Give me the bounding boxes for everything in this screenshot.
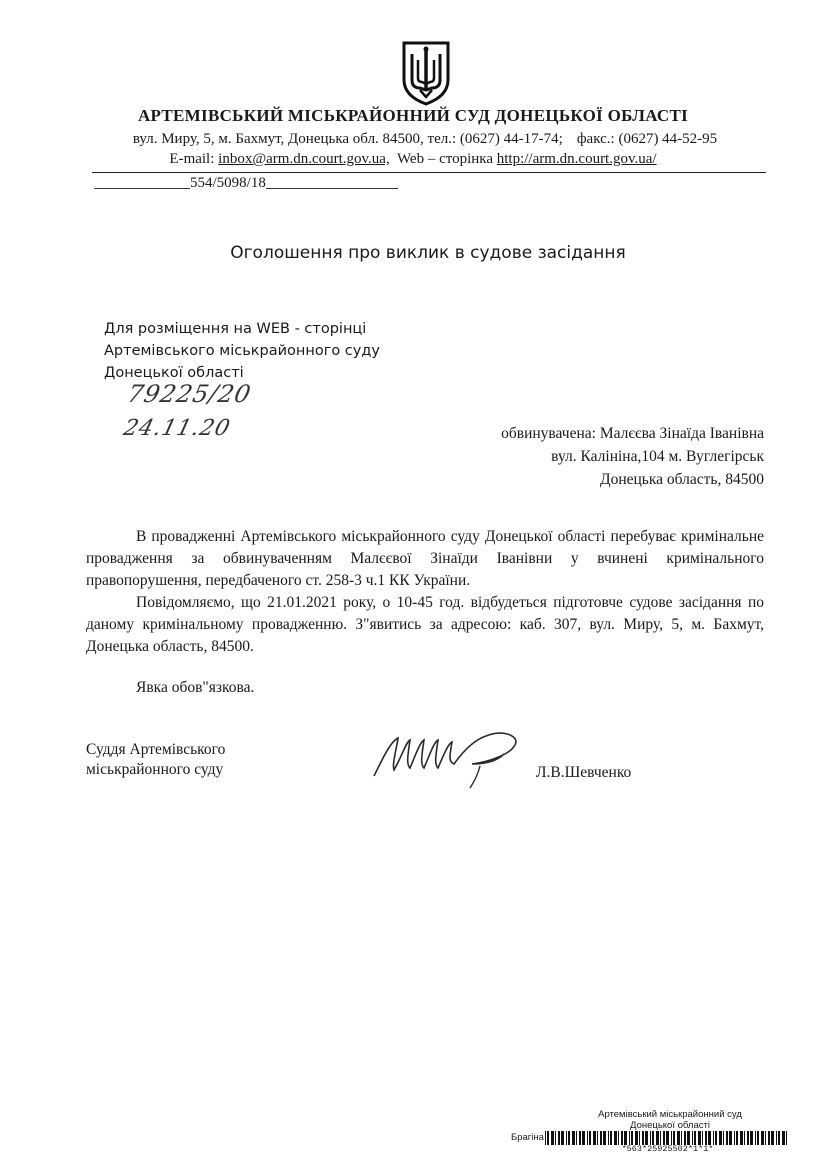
recipient-block [501, 422, 764, 491]
barcode-bar [723, 1131, 724, 1145]
web-note-line1: Для розміщення на WEB - сторінці [104, 321, 367, 337]
barcode-bar [566, 1131, 567, 1145]
barcode-bar [736, 1131, 738, 1145]
barcode-bar [635, 1131, 638, 1145]
barcode-bar [576, 1131, 577, 1145]
barcode-bar [545, 1131, 546, 1145]
barcode-bar [579, 1131, 581, 1145]
attendance-note: Явка обов"язкова. [136, 679, 255, 696]
barcode-bar [729, 1131, 732, 1145]
barcode-bar [747, 1131, 749, 1145]
barcode-bar [629, 1131, 630, 1145]
barcode-bar [621, 1131, 623, 1145]
court-name: АРТЕМІВСЬКИЙ МІСЬКРАЙОННИЙ СУД ДОНЕЦЬКОЇ ОБЛАСТІ [137, 106, 689, 125]
barcode-bar [645, 1131, 648, 1145]
barcode-bar [750, 1131, 753, 1145]
web-label: Web – сторінка [396, 151, 493, 167]
handwritten-incoming-number: 79225/20 [125, 380, 254, 408]
stamp-court-line2: Донецької області [630, 1120, 710, 1131]
barcode-bar [687, 1131, 690, 1145]
notice-body [86, 526, 764, 658]
email-link[interactable]: inbox@arm.dn.court.gov.ua, [218, 151, 390, 167]
judge-name: Л.В.Шевченко [536, 764, 632, 781]
barcode-bar [639, 1131, 640, 1145]
header-divider [92, 172, 766, 173]
barcode-bar [755, 1131, 756, 1145]
barcode-bar [681, 1131, 682, 1145]
barcode-bar [719, 1131, 722, 1145]
recipient-name: обвинувачена: Малєєва Зінаїда Іванівна [501, 425, 764, 442]
recipient-region: Донецька область, 84500 [600, 471, 764, 488]
barcode-bar [642, 1131, 644, 1145]
barcode-bar [656, 1131, 659, 1145]
barcode-text: *563*25925502*1*1* [621, 1144, 714, 1154]
barcode-bar [631, 1131, 633, 1145]
barcode-bar [740, 1131, 743, 1145]
barcode-bar [582, 1131, 585, 1145]
barcode-bar [684, 1131, 686, 1145]
web-posting-note [104, 318, 380, 384]
barcode-bar [702, 1131, 703, 1145]
handwritten-signature [368, 720, 568, 800]
barcode-bar [614, 1131, 617, 1145]
footer-stamp [590, 1109, 750, 1131]
barcode-bar [547, 1131, 549, 1145]
barcode-bar [768, 1131, 770, 1145]
barcode-bar [778, 1131, 780, 1145]
barcode-bar [694, 1131, 696, 1145]
body-paragraph: Повідомляємо, що 21.01.2021 року, о 10-45 год. відбудеться підготовче судове засідання по даному кримінальному провадженню. З"явитись за адресою: каб. 307, вул. Миру, 5, м. Бахмут, Донецька область, 84500. [86, 594, 764, 655]
barcode-bar [660, 1131, 661, 1145]
barcode-bar [666, 1131, 669, 1145]
stamp-user: Брагіна [511, 1132, 544, 1143]
barcode-bar [771, 1131, 774, 1145]
barcode-bar [786, 1131, 787, 1145]
barcode-bar [698, 1131, 701, 1145]
judge-title-line2: міськрайонного суду [86, 761, 224, 778]
barcode-bar [551, 1131, 554, 1145]
case-number: 554/5098/18 [190, 175, 266, 191]
barcode [545, 1131, 790, 1145]
barcode-bar [600, 1131, 602, 1145]
barcode-bar [587, 1131, 588, 1145]
web-note-line2: Артемівського міськрайонного суду [104, 343, 380, 359]
barcode-bar [572, 1131, 575, 1145]
barcode-bar [713, 1131, 714, 1145]
barcode-bar [708, 1131, 711, 1145]
barcode-bar [608, 1131, 609, 1145]
barcode-bar [776, 1131, 777, 1145]
barcode-bar [744, 1131, 745, 1145]
handwritten-date: 24.11.20 [120, 416, 234, 441]
web-note-line3: Донецької області [104, 365, 244, 381]
barcode-bar [715, 1131, 717, 1145]
barcode-bar [603, 1131, 606, 1145]
barcode-bar [765, 1131, 766, 1145]
judge-title [86, 740, 225, 780]
barcode-bar [677, 1131, 680, 1145]
address-phone: вул. Миру, 5, м. Бахмут, Донецька обл. 84500, тел.: (0627) 44-17-74; [132, 131, 563, 147]
court-address [0, 131, 826, 148]
barcode-bar [726, 1131, 728, 1145]
barcode-bar [761, 1131, 764, 1145]
barcode-bar [692, 1131, 693, 1145]
address-fax: факс.: (0627) 44-52-95 [576, 131, 718, 147]
barcode-bar [671, 1131, 672, 1145]
barcode-bar [663, 1131, 665, 1145]
stamp-court-line1: Артемівський міськрайонний суд [598, 1109, 742, 1120]
body-paragraph: В провадженні Артемівського міськрайонного суду Донецької області перебуває кримінальне провадження за обвинуваченням Малєєвої Зінаїди Іванівни у вчинені кримінального правопорушення, передбаченого ст. 258-3 ч.1 КК України. [86, 528, 764, 589]
barcode-bar [589, 1131, 591, 1145]
barcode-bar [650, 1131, 651, 1145]
barcode-bar [561, 1131, 564, 1145]
barcode-bar [673, 1131, 675, 1145]
barcode-bar [597, 1131, 598, 1145]
barcode-bar [618, 1131, 619, 1145]
barcode-bar [568, 1131, 570, 1145]
email-label: E-mail: [169, 151, 215, 167]
barcode-bar [593, 1131, 596, 1145]
website-link[interactable]: http://arm.dn.court.gov.ua/ [496, 151, 657, 167]
reference-line [94, 174, 398, 192]
barcode-bar [555, 1131, 556, 1145]
barcode-bar [610, 1131, 612, 1145]
barcode-bar [782, 1131, 785, 1145]
document-title: Оголошення про виклик в судове засідання [230, 243, 626, 263]
barcode-bar [757, 1131, 759, 1145]
barcode-bar [734, 1131, 735, 1145]
barcode-bar [705, 1131, 707, 1145]
coat-of-arms-icon [400, 40, 452, 106]
recipient-street: вул. Калініна,104 м. Вуглегірськ [551, 448, 764, 465]
barcode-bar [624, 1131, 627, 1145]
barcode-bar [558, 1131, 560, 1145]
court-contacts [0, 151, 826, 168]
barcode-bar [652, 1131, 654, 1145]
judge-title-line1: Суддя Артемівського [86, 741, 226, 758]
